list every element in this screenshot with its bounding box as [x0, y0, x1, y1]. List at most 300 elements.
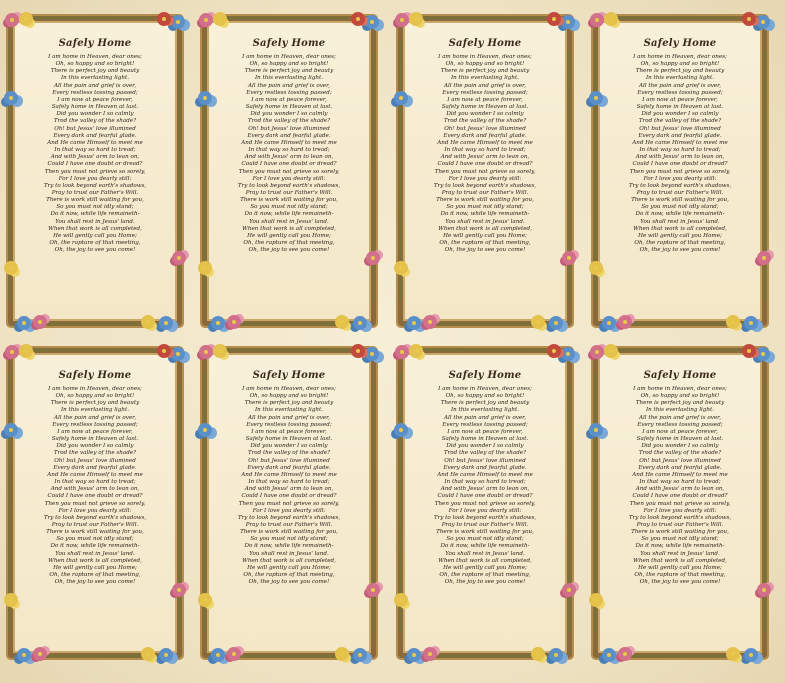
- flower-icon: [531, 315, 545, 329]
- poem-line: For I love you dearly still:: [448, 507, 522, 514]
- poem-line: Trod the valley of the shade?: [247, 450, 331, 457]
- poem-line: Oh, the rapture of that meeting,: [439, 572, 531, 579]
- poem-line: Did you wonder I so calmly: [56, 111, 134, 118]
- poem-line: Did you wonder I so calmly: [446, 443, 524, 450]
- poem-line: I am home in Heaven, dear ones;: [438, 386, 532, 392]
- poem-line: Trod the valley of the shade?: [443, 118, 527, 125]
- flower-icon: [562, 251, 576, 265]
- poem-line: Oh, so happy and so bright!: [249, 61, 329, 68]
- poem: [412, 386, 558, 586]
- prayer-card: [390, 338, 580, 668]
- poem-line: He will gently call you Home;: [247, 564, 331, 571]
- poem-line: I am home in Heaven, dear ones;: [438, 54, 532, 60]
- poem-line: There is work still waiting for you,: [436, 197, 534, 204]
- poem-line: In that way so hard to tread;: [248, 479, 330, 486]
- poem-line: Oh, so happy and so bright!: [640, 393, 720, 400]
- poem-line: I am now at peace forever,: [57, 96, 133, 103]
- poem-line: Oh, the rapture of that meeting,: [634, 572, 726, 579]
- poem-line: All the pain and grief is over,: [53, 414, 137, 421]
- poem-line: In that way so hard to tread;: [444, 479, 526, 486]
- flower-icon: [744, 316, 758, 330]
- poem-line: He will gently call you Home;: [247, 232, 331, 239]
- flower-icon: [157, 344, 171, 358]
- flower-icon: [33, 647, 47, 661]
- poem-line: All the pain and grief is over,: [638, 82, 722, 89]
- flower-icon: [365, 347, 379, 361]
- poem-line: And with Jesus' arm to lean on,: [244, 154, 334, 161]
- poem-line: In this everlasting light.: [254, 407, 324, 414]
- poem-line: There is perfect joy and beauty: [50, 400, 140, 407]
- poem-line: Oh! but Jesus' love illumined: [54, 125, 136, 132]
- poem-line: Trod the valley of the shade?: [53, 118, 137, 125]
- poem-line: Do it now, while life remaineth-: [50, 543, 140, 550]
- flower-icon: [213, 344, 227, 358]
- flower-icon: [742, 12, 756, 26]
- card-content: [412, 368, 558, 638]
- poem-line: Oh, the joy to see you come!: [639, 247, 721, 254]
- poem-line: Pray to trust our Father's Will.: [441, 521, 529, 528]
- poem-line: Then you must not grieve so sorely,: [629, 168, 731, 175]
- poem-line: Pray to trust our Father's Will.: [245, 521, 333, 528]
- flower-icon: [423, 647, 437, 661]
- poem-line: In that way so hard to tread;: [444, 147, 526, 154]
- poem-line: So you must not idly stand;: [446, 536, 524, 543]
- poem-line: Oh, so happy and so bright!: [249, 393, 329, 400]
- flower-icon: [604, 344, 618, 358]
- card-content: [412, 36, 558, 306]
- flower-icon: [171, 347, 185, 361]
- poem-line: When that work is all completed,: [633, 225, 727, 232]
- poem-line: And with Jesus' arm to lean on,: [50, 486, 140, 493]
- flower-icon: [4, 261, 18, 275]
- poem-line: Safely home in Heaven at last.: [441, 104, 529, 111]
- prayer-card: [0, 6, 190, 336]
- poem-line: Every restless tossing passed;: [637, 421, 723, 428]
- flower-icon: [531, 647, 545, 661]
- poem-line: When that work is all completed,: [48, 225, 142, 232]
- poem-line: There is perfect joy and beauty: [635, 68, 725, 75]
- flower-icon: [549, 316, 563, 330]
- flower-icon: [757, 583, 771, 597]
- flower-icon: [366, 583, 380, 597]
- flower-icon: [5, 345, 19, 359]
- flower-icon: [353, 648, 367, 662]
- poem-line: Every restless tossing passed;: [52, 421, 138, 428]
- flower-icon: [366, 251, 380, 265]
- poem-line: And with Jesus' arm to lean on,: [440, 486, 530, 493]
- poem-line: In that way so hard to tread;: [639, 147, 721, 154]
- poem-line: Try to look beyond earth's shadows,: [628, 514, 732, 521]
- flower-icon: [742, 344, 756, 358]
- poem-line: Did you wonder I so calmly: [641, 443, 719, 450]
- flower-icon: [562, 583, 576, 597]
- poem-line: Did you wonder I so calmly: [250, 111, 328, 118]
- poem-line: And He came Himself to meet me: [47, 139, 143, 146]
- poem-line: So you must not idly stand;: [641, 204, 719, 211]
- poem-line: Every dark and fearful glade.: [443, 464, 527, 471]
- poem-line: Oh, so happy and so bright!: [445, 393, 525, 400]
- poem-line: For I love you dearly still:: [58, 507, 132, 514]
- card-content: [216, 36, 362, 306]
- poem-line: Oh, the joy to see you come!: [54, 579, 136, 586]
- flower-icon: [172, 583, 186, 597]
- poem-line: Then you must not grieve so sorely,: [238, 500, 340, 507]
- flower-icon: [4, 91, 18, 105]
- poem-line: In this everlasting light.: [450, 407, 520, 414]
- poem-line: Safely home in Heaven at last.: [441, 436, 529, 443]
- flower-icon: [726, 315, 740, 329]
- poem-line: Safely home in Heaven at last.: [636, 436, 724, 443]
- poem-line: There is perfect joy and beauty: [440, 68, 530, 75]
- flower-icon: [172, 251, 186, 265]
- poem-line: All the pain and grief is over,: [638, 414, 722, 421]
- poem-line: There is perfect joy and beauty: [635, 400, 725, 407]
- poem-line: Every dark and fearful glade.: [247, 132, 331, 139]
- poem-line: Oh, the rapture of that meeting,: [439, 240, 531, 247]
- poem-line: Every dark and fearful glade.: [53, 464, 137, 471]
- flower-icon: [211, 316, 225, 330]
- poem-line: Could I have one doubt or dread?: [632, 161, 728, 168]
- poem-line: In this everlasting light.: [60, 75, 130, 82]
- poem-line: I am home in Heaven, dear ones;: [242, 386, 336, 392]
- poem-line: Do it now, while life remaineth-: [635, 543, 725, 550]
- poem-line: And He came Himself to meet me: [241, 139, 337, 146]
- poem-line: There is work still waiting for you,: [46, 529, 144, 536]
- flower-icon: [407, 648, 421, 662]
- flower-icon: [335, 315, 349, 329]
- prayer-card: [194, 6, 384, 336]
- poem-line: Then you must not grieve so sorely,: [44, 168, 146, 175]
- poem-line: There is perfect joy and beauty: [244, 400, 334, 407]
- flower-icon: [335, 647, 349, 661]
- poem-line: So you must not idly stand;: [641, 536, 719, 543]
- flower-icon: [33, 315, 47, 329]
- poem-line: Every restless tossing passed;: [52, 89, 138, 96]
- poem: [216, 386, 362, 586]
- poem-line: Try to look beyond earth's shadows,: [43, 182, 147, 189]
- poem-line: Oh, the joy to see you come!: [444, 579, 526, 586]
- poem-line: There is work still waiting for you,: [631, 197, 729, 204]
- poem-line: There is perfect joy and beauty: [440, 400, 530, 407]
- poem: [22, 386, 168, 586]
- poem-line: You shall rest in Jesus' land.: [249, 218, 329, 225]
- poem-line: And with Jesus' arm to lean on,: [244, 486, 334, 493]
- poem-line: So you must not idly stand;: [446, 204, 524, 211]
- poem-line: He will gently call you Home;: [443, 564, 527, 571]
- poem-line: Pray to trust our Father's Will.: [636, 521, 724, 528]
- poem-line: All the pain and grief is over,: [53, 82, 137, 89]
- poem-line: Did you wonder I so calmly: [250, 443, 328, 450]
- poem-line: I am home in Heaven, dear ones;: [48, 386, 142, 392]
- poem-line: Oh! but Jesus' love illumined: [639, 457, 721, 464]
- card-content: [607, 368, 753, 638]
- poem-line: There is work still waiting for you,: [240, 529, 338, 536]
- poem-line: Oh, the joy to see you come!: [248, 579, 330, 586]
- flower-icon: [590, 345, 604, 359]
- poem-line: Could I have one doubt or dread?: [632, 493, 728, 500]
- flower-icon: [757, 251, 771, 265]
- flower-icon: [547, 344, 561, 358]
- poem-line: And He came Himself to meet me: [47, 471, 143, 478]
- poem-line: There is perfect joy and beauty: [244, 68, 334, 75]
- poem-line: You shall rest in Jesus' land.: [445, 218, 525, 225]
- poem-line: Safely home in Heaven at last.: [245, 104, 333, 111]
- poem-line: Pray to trust our Father's Will.: [245, 189, 333, 196]
- flower-icon: [199, 345, 213, 359]
- card-content: [22, 36, 168, 306]
- poem-line: Trod the valley of the shade?: [53, 450, 137, 457]
- poem-line: In that way so hard to tread;: [248, 147, 330, 154]
- poem-line: He will gently call you Home;: [53, 232, 137, 239]
- poem-line: Then you must not grieve so sorely,: [238, 168, 340, 175]
- flower-icon: [141, 647, 155, 661]
- poem-line: Do it now, while life remaineth-: [244, 211, 334, 218]
- poem-line: In this everlasting light.: [60, 407, 130, 414]
- poem-line: Did you wonder I so calmly: [446, 111, 524, 118]
- poem-line: Oh, the joy to see you come!: [54, 247, 136, 254]
- poem-line: All the pain and grief is over,: [443, 82, 527, 89]
- poem-line: I am now at peace forever,: [251, 428, 327, 435]
- poem-line: All the pain and grief is over,: [443, 414, 527, 421]
- flower-icon: [227, 315, 241, 329]
- poem-line: Trod the valley of the shade?: [638, 450, 722, 457]
- poem-line: Did you wonder I so calmly: [641, 111, 719, 118]
- poem-line: Every dark and fearful glade.: [443, 132, 527, 139]
- flower-icon: [4, 423, 18, 437]
- poem-line: In this everlasting light.: [645, 407, 715, 414]
- flower-icon: [590, 13, 604, 27]
- card-content: [22, 368, 168, 638]
- poem-line: I am now at peace forever,: [642, 428, 718, 435]
- poem-line: Trod the valley of the shade?: [638, 118, 722, 125]
- poem-line: I am now at peace forever,: [447, 428, 523, 435]
- poem-line: I am home in Heaven, dear ones;: [633, 386, 727, 392]
- poem-line: In that way so hard to tread;: [639, 479, 721, 486]
- flower-icon: [394, 593, 408, 607]
- flower-icon: [198, 423, 212, 437]
- flower-icon: [394, 423, 408, 437]
- poem-line: You shall rest in Jesus' land.: [445, 550, 525, 557]
- poem-line: Oh, the rapture of that meeting,: [243, 572, 335, 579]
- poem-line: Safely home in Heaven at last.: [51, 104, 139, 111]
- poem-line: Oh, the rapture of that meeting,: [49, 240, 141, 247]
- poem-line: Could I have one doubt or dread?: [47, 493, 143, 500]
- poem-line: Pray to trust our Father's Will.: [636, 189, 724, 196]
- poem-line: You shall rest in Jesus' land.: [640, 218, 720, 225]
- poem-line: Oh, so happy and so bright!: [55, 61, 135, 68]
- poem-line: And with Jesus' arm to lean on,: [440, 154, 530, 161]
- poem-line: Could I have one doubt or dread?: [241, 493, 337, 500]
- poem-line: Every dark and fearful glade.: [638, 464, 722, 471]
- poem-line: When that work is all completed,: [242, 557, 336, 564]
- poem-line: Then you must not grieve so sorely,: [434, 500, 536, 507]
- flower-icon: [549, 648, 563, 662]
- poem-line: Do it now, while life remaineth-: [244, 543, 334, 550]
- flower-icon: [227, 647, 241, 661]
- poem-line: And He came Himself to meet me: [437, 139, 533, 146]
- poem-line: In this everlasting light.: [450, 75, 520, 82]
- poem-line: In this everlasting light.: [254, 75, 324, 82]
- poem-line: Oh, so happy and so bright!: [55, 393, 135, 400]
- poem-line: Do it now, while life remaineth-: [440, 211, 530, 218]
- poem-line: Could I have one doubt or dread?: [437, 493, 533, 500]
- poem-line: For I love you dearly still:: [643, 507, 717, 514]
- poem-line: In that way so hard to tread;: [54, 147, 136, 154]
- flower-icon: [351, 12, 365, 26]
- flower-icon: [351, 344, 365, 358]
- prayer-card: [585, 338, 775, 668]
- poem-line: Every restless tossing passed;: [246, 89, 332, 96]
- poem-line: When that work is all completed,: [438, 557, 532, 564]
- poem-line: Trod the valley of the shade?: [247, 118, 331, 125]
- poem-line: When that work is all completed,: [48, 557, 142, 564]
- poem-line: Every dark and fearful glade.: [53, 132, 137, 139]
- poem-line: Oh, the joy to see you come!: [639, 579, 721, 586]
- flower-icon: [589, 423, 603, 437]
- flower-icon: [726, 647, 740, 661]
- flower-icon: [756, 15, 770, 29]
- poem-line: Oh, so happy and so bright!: [640, 61, 720, 68]
- poem-line: For I love you dearly still:: [58, 175, 132, 182]
- poem-line: All the pain and grief is over,: [247, 82, 331, 89]
- poem-line: Oh, the joy to see you come!: [248, 247, 330, 254]
- poem-line: In this everlasting light.: [645, 75, 715, 82]
- card-title: Safely Home: [448, 38, 522, 49]
- flower-icon: [141, 315, 155, 329]
- card-title: Safely Home: [58, 370, 132, 381]
- flower-icon: [159, 316, 173, 330]
- poem-line: Oh! but Jesus' love illumined: [444, 457, 526, 464]
- poem-line: And He came Himself to meet me: [632, 471, 728, 478]
- poem-line: So you must not idly stand;: [56, 536, 134, 543]
- flower-icon: [547, 12, 561, 26]
- poem-line: Trod the valley of the shade?: [443, 450, 527, 457]
- poem-line: I am now at peace forever,: [642, 96, 718, 103]
- poem-line: For I love you dearly still:: [252, 507, 326, 514]
- flower-icon: [211, 648, 225, 662]
- poem-line: You shall rest in Jesus' land.: [55, 218, 135, 225]
- poem-line: There is work still waiting for you,: [240, 197, 338, 204]
- flower-icon: [589, 593, 603, 607]
- poem-line: Pray to trust our Father's Will.: [51, 521, 139, 528]
- flower-icon: [407, 316, 421, 330]
- poem-line: Try to look beyond earth's shadows,: [237, 182, 341, 189]
- card-title: Safely Home: [643, 370, 717, 381]
- poem-line: And He came Himself to meet me: [437, 471, 533, 478]
- poem-line: Could I have one doubt or dread?: [241, 161, 337, 168]
- flower-icon: [756, 347, 770, 361]
- poem-line: Every restless tossing passed;: [246, 421, 332, 428]
- poem-line: And with Jesus' arm to lean on,: [50, 154, 140, 161]
- poem-line: And He came Himself to meet me: [241, 471, 337, 478]
- flower-icon: [17, 316, 31, 330]
- poem-line: And with Jesus' arm to lean on,: [635, 154, 725, 161]
- poem-line: Oh, the rapture of that meeting,: [49, 572, 141, 579]
- card-title: Safely Home: [252, 38, 326, 49]
- poem-line: I am home in Heaven, dear ones;: [48, 54, 142, 60]
- flower-icon: [409, 344, 423, 358]
- flower-icon: [4, 593, 18, 607]
- poem-line: Try to look beyond earth's shadows,: [237, 514, 341, 521]
- poem-line: Every dark and fearful glade.: [247, 464, 331, 471]
- flower-icon: [353, 316, 367, 330]
- poem-line: All the pain and grief is over,: [247, 414, 331, 421]
- card-content: [216, 368, 362, 638]
- poem-line: In that way so hard to tread;: [54, 479, 136, 486]
- poem-line: Then you must not grieve so sorely,: [629, 500, 731, 507]
- card-title: Safely Home: [448, 370, 522, 381]
- poem: [22, 54, 168, 254]
- poem-line: He will gently call you Home;: [638, 564, 722, 571]
- poem: [412, 54, 558, 254]
- poem: [607, 54, 753, 254]
- poem-line: You shall rest in Jesus' land.: [640, 550, 720, 557]
- poem-line: I am now at peace forever,: [447, 96, 523, 103]
- poem-line: There is perfect joy and beauty: [50, 68, 140, 75]
- flower-icon: [17, 648, 31, 662]
- poem-line: And He came Himself to meet me: [632, 139, 728, 146]
- poem-line: For I love you dearly still:: [252, 175, 326, 182]
- poem-line: Oh, the rapture of that meeting,: [634, 240, 726, 247]
- flower-icon: [618, 647, 632, 661]
- flower-icon: [157, 12, 171, 26]
- flower-icon: [409, 12, 423, 26]
- flower-icon: [199, 13, 213, 27]
- poem-line: You shall rest in Jesus' land.: [55, 550, 135, 557]
- flower-icon: [365, 15, 379, 29]
- poem-line: I am home in Heaven, dear ones;: [633, 54, 727, 60]
- flower-icon: [159, 648, 173, 662]
- flower-icon: [602, 648, 616, 662]
- poem-line: For I love you dearly still:: [448, 175, 522, 182]
- poem-line: Every restless tossing passed;: [637, 89, 723, 96]
- flower-icon: [213, 12, 227, 26]
- flower-icon: [602, 316, 616, 330]
- poem-line: Do it now, while life remaineth-: [440, 543, 530, 550]
- poem-line: Every restless tossing passed;: [442, 421, 528, 428]
- flower-icon: [394, 261, 408, 275]
- flower-icon: [171, 15, 185, 29]
- poem-line: Oh! but Jesus' love illumined: [248, 457, 330, 464]
- poem-line: I am now at peace forever,: [57, 428, 133, 435]
- poem-line: Pray to trust our Father's Will.: [51, 189, 139, 196]
- poem-line: Do it now, while life remaineth-: [50, 211, 140, 218]
- poem-line: There is work still waiting for you,: [436, 529, 534, 536]
- flower-icon: [395, 13, 409, 27]
- card-title: Safely Home: [252, 370, 326, 381]
- poem-line: Safely home in Heaven at last.: [636, 104, 724, 111]
- poem-line: Try to look beyond earth's shadows,: [628, 182, 732, 189]
- poem-line: So you must not idly stand;: [56, 204, 134, 211]
- poem-line: Could I have one doubt or dread?: [47, 161, 143, 168]
- flower-icon: [394, 91, 408, 105]
- flower-icon: [561, 347, 575, 361]
- flower-icon: [19, 344, 33, 358]
- poem-line: Oh! but Jesus' love illumined: [639, 125, 721, 132]
- flower-icon: [198, 91, 212, 105]
- poem-line: When that work is all completed,: [438, 225, 532, 232]
- poem-line: He will gently call you Home;: [53, 564, 137, 571]
- flower-icon: [423, 315, 437, 329]
- poem-line: Try to look beyond earth's shadows,: [433, 514, 537, 521]
- poem-line: Oh! but Jesus' love illumined: [248, 125, 330, 132]
- poem: [216, 54, 362, 254]
- poem-line: Oh, so happy and so bright!: [445, 61, 525, 68]
- card-title: Safely Home: [643, 38, 717, 49]
- poem-line: Then you must not grieve so sorely,: [44, 500, 146, 507]
- poem-line: He will gently call you Home;: [638, 232, 722, 239]
- poem-line: I am home in Heaven, dear ones;: [242, 54, 336, 60]
